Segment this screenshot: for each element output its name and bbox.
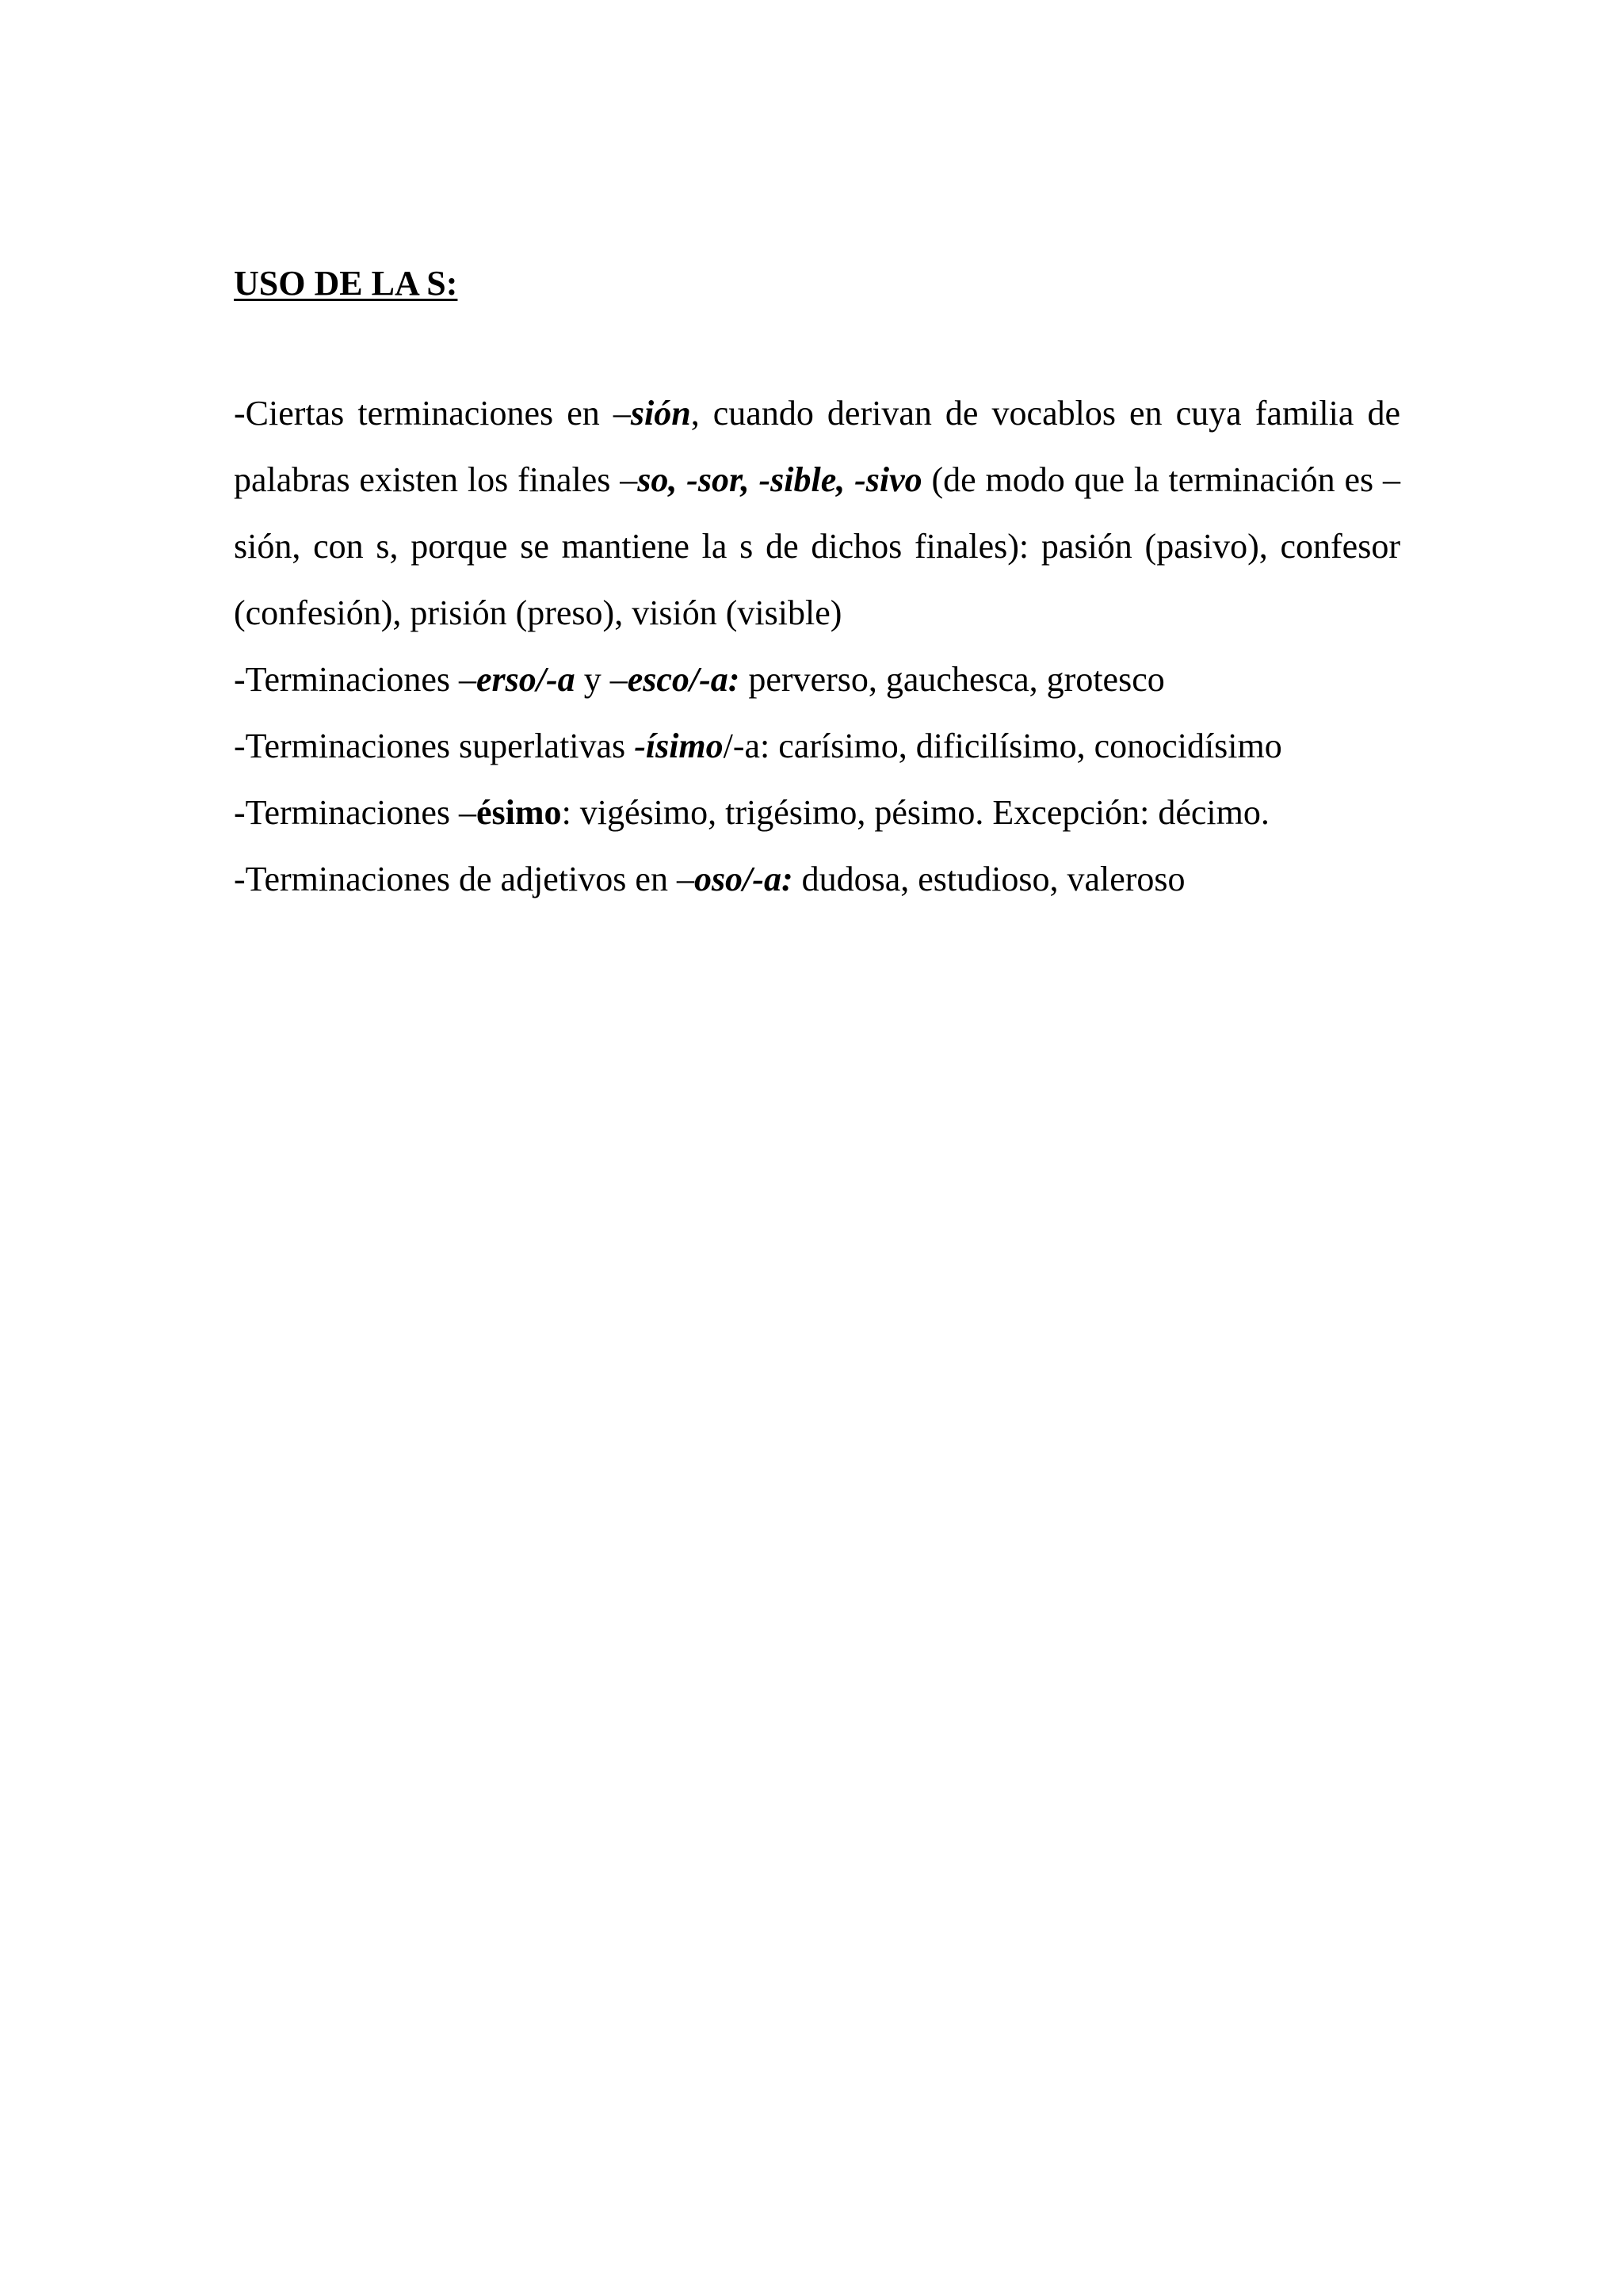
rule-text: y – bbox=[575, 660, 628, 699]
rule-text: -Ciertas terminaciones en – bbox=[234, 394, 631, 433]
document-page bbox=[234, 261, 1400, 913]
rule-text: -Terminaciones superlativas bbox=[234, 727, 635, 765]
rule-ending: sión bbox=[630, 394, 691, 433]
rule-examples: dudosa, estudioso, valeroso bbox=[792, 860, 1186, 898]
rule-examples: : vigésimo, trigésimo, pésimo. Excepción: décimo. bbox=[561, 793, 1270, 832]
rule-text: -Terminaciones – bbox=[234, 793, 477, 832]
rule-text: -Terminaciones – bbox=[234, 660, 477, 699]
rule-ending: esco/-a: bbox=[627, 660, 740, 699]
rule-text: -Terminaciones de adjetivos en – bbox=[234, 860, 694, 898]
rule-text: (de modo que la terminación es –sión, con s, porque se mantiene la s de dichos finales): pasión (pasivo), confesor (confesión), prisión (preso), visión (visible) bbox=[234, 460, 1400, 632]
rule-ending: -ísimo bbox=[634, 727, 724, 765]
rule-examples: perverso, gauchesca, grotesco bbox=[739, 660, 1165, 699]
rule-ending: erso/-a bbox=[476, 660, 575, 699]
rule-sion bbox=[234, 380, 1400, 646]
rule-ending: ésimo bbox=[476, 793, 562, 832]
rule-esimo bbox=[234, 780, 1400, 846]
rule-oso bbox=[234, 846, 1400, 913]
rule-isimo bbox=[234, 713, 1400, 780]
rule-text: , cuando derivan de vocablos en cuya familia de palabras existen los finales – bbox=[234, 394, 1401, 499]
rule-ending: so, -sor, -sible, -sivo bbox=[637, 460, 922, 499]
rule-examples: /-a: carísimo, dificilísimo, conocidísimo bbox=[723, 727, 1282, 765]
rule-ending: oso/-a: bbox=[693, 860, 793, 898]
rule-erso-esco bbox=[234, 646, 1400, 713]
page-title: USO DE LA S: bbox=[234, 264, 458, 303]
rules-list bbox=[234, 380, 1400, 913]
